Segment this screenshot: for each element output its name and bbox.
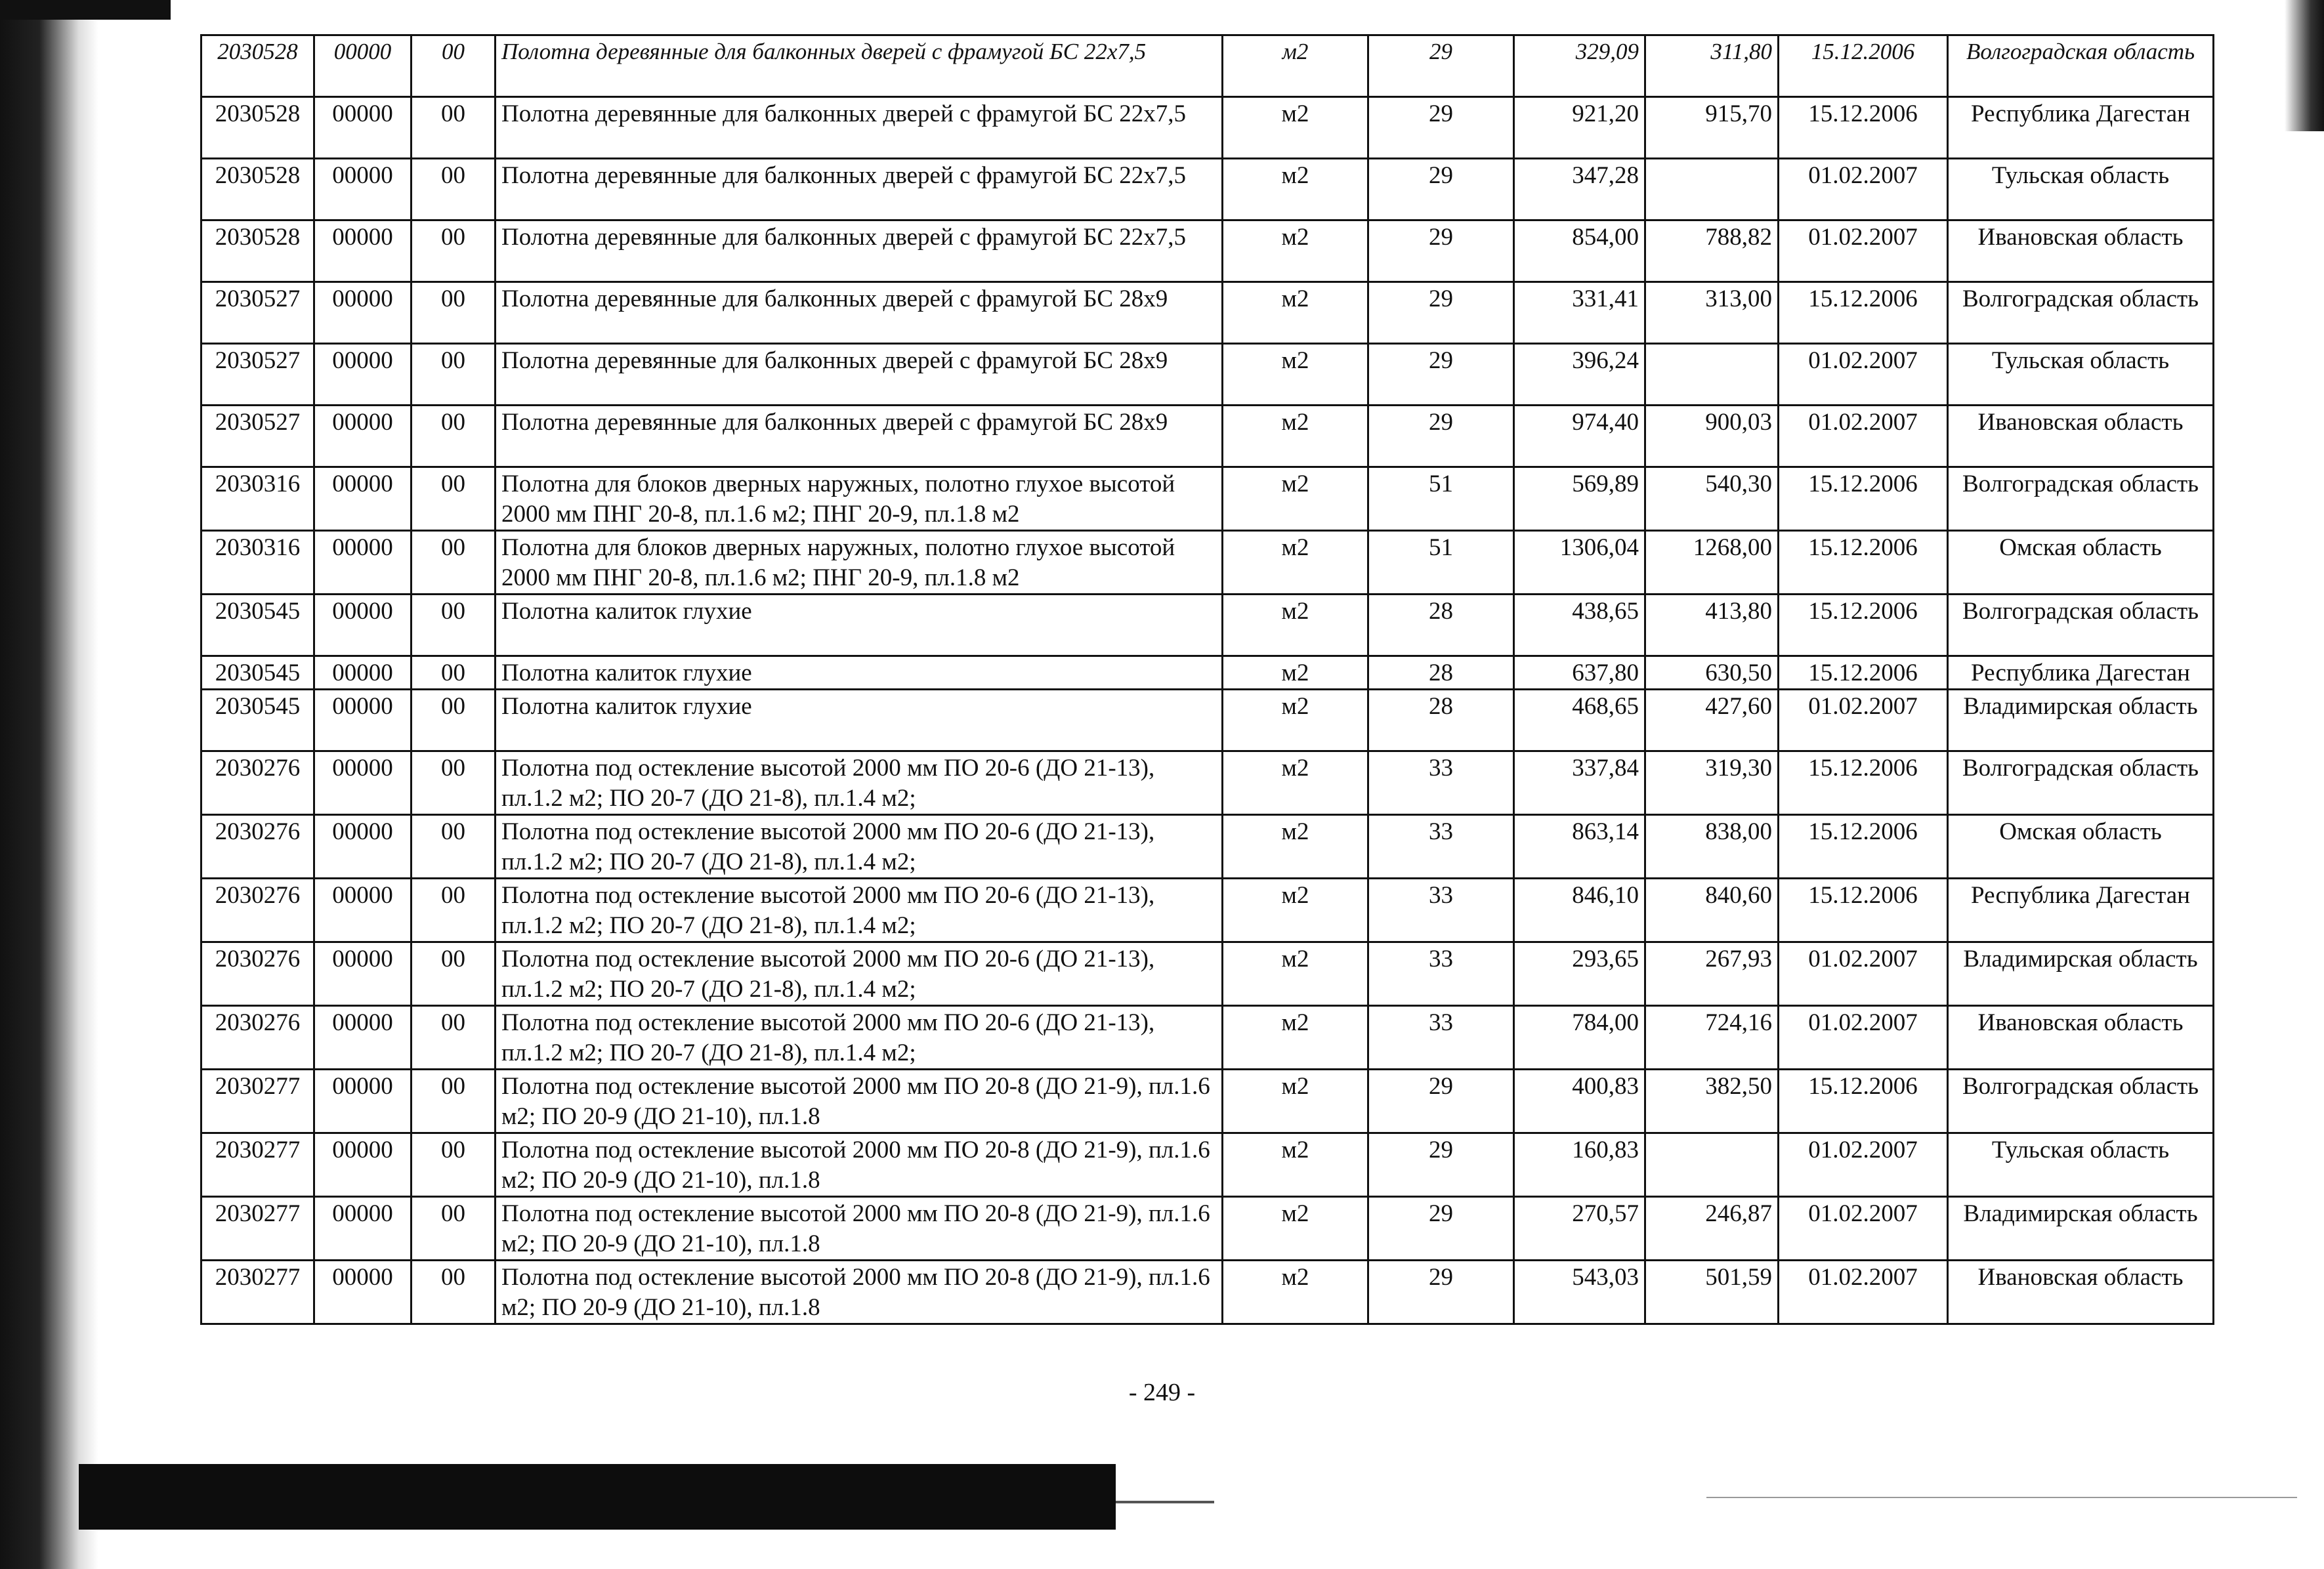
cell-price-1: 293,65 bbox=[1514, 942, 1645, 1006]
cell-code: 2030277 bbox=[201, 1197, 314, 1261]
cell-code: 2030277 bbox=[201, 1133, 314, 1197]
cell-date: 01.02.2007 bbox=[1779, 942, 1948, 1006]
cell-unit: м2 bbox=[1223, 595, 1368, 656]
cell-quantity: 33 bbox=[1368, 1006, 1514, 1070]
cell-date: 01.02.2007 bbox=[1779, 1006, 1948, 1070]
cell-subcode: 00000 bbox=[314, 879, 412, 942]
cell-quantity: 29 bbox=[1368, 1197, 1514, 1261]
cell-quantity: 29 bbox=[1368, 1133, 1514, 1197]
cell-unit: м2 bbox=[1223, 815, 1368, 879]
cell-class: 00 bbox=[412, 282, 496, 344]
cell-price-2 bbox=[1645, 344, 1779, 406]
cell-subcode: 00000 bbox=[314, 690, 412, 751]
cell-date: 01.02.2007 bbox=[1779, 1261, 1948, 1324]
cell-quantity: 33 bbox=[1368, 942, 1514, 1006]
cell-price-2: 501,59 bbox=[1645, 1261, 1779, 1324]
cell-date: 15.12.2006 bbox=[1779, 97, 1948, 159]
cell-subcode: 00000 bbox=[314, 531, 412, 595]
cell-subcode: 00000 bbox=[314, 282, 412, 344]
cell-subcode: 00000 bbox=[314, 1070, 412, 1133]
cell-class: 00 bbox=[412, 942, 496, 1006]
table-row bbox=[201, 942, 2214, 1006]
cell-price-1: 396,24 bbox=[1514, 344, 1645, 406]
cell-unit: м2 bbox=[1223, 97, 1368, 159]
cell-code: 2030545 bbox=[201, 595, 314, 656]
cell-quantity: 29 bbox=[1368, 344, 1514, 406]
cell-name: Полотна для блоков дверных наружных, полотно глухое высотой 2000 мм ПНГ 20-8, пл.1.6 м2; ПНГ 20-9, пл.1.8 м2 bbox=[496, 531, 1223, 595]
cell-region: Ивановская область bbox=[1948, 1261, 2214, 1324]
table-row bbox=[201, 35, 2214, 97]
cell-region: Ивановская область bbox=[1948, 406, 2214, 467]
cell-name: Полотна калиток глухие bbox=[496, 656, 1223, 690]
cell-code: 2030277 bbox=[201, 1070, 314, 1133]
cell-price-1: 160,83 bbox=[1514, 1133, 1645, 1197]
cell-subcode: 00000 bbox=[314, 656, 412, 690]
cell-unit: м2 bbox=[1223, 1261, 1368, 1324]
cell-subcode: 00000 bbox=[314, 751, 412, 815]
cell-date: 01.02.2007 bbox=[1779, 1133, 1948, 1197]
scan-border-top-left bbox=[0, 0, 171, 20]
cell-subcode: 00000 bbox=[314, 942, 412, 1006]
cell-name: Полотна деревянные для балконных дверей с фрамугой БС 22х7,5 bbox=[496, 97, 1223, 159]
cell-unit: м2 bbox=[1223, 879, 1368, 942]
cell-class: 00 bbox=[412, 467, 496, 531]
cell-unit: м2 bbox=[1223, 406, 1368, 467]
cell-quantity: 29 bbox=[1368, 282, 1514, 344]
cell-region: Тульская область bbox=[1948, 344, 2214, 406]
cell-price-1: 854,00 bbox=[1514, 220, 1645, 282]
cell-price-1: 400,83 bbox=[1514, 1070, 1645, 1133]
cell-price-1: 569,89 bbox=[1514, 467, 1645, 531]
cell-date: 15.12.2006 bbox=[1779, 1070, 1948, 1133]
cell-price-1: 863,14 bbox=[1514, 815, 1645, 879]
cell-name: Полотна деревянные для балконных дверей с фрамугой БС 28х9 bbox=[496, 344, 1223, 406]
cell-region: Ивановская область bbox=[1948, 220, 2214, 282]
cell-date: 15.12.2006 bbox=[1779, 467, 1948, 531]
cell-region: Владимирская область bbox=[1948, 690, 2214, 751]
cell-subcode: 00000 bbox=[314, 220, 412, 282]
cell-class: 00 bbox=[412, 751, 496, 815]
cell-unit: м2 bbox=[1223, 159, 1368, 220]
cell-code: 2030527 bbox=[201, 406, 314, 467]
table-row bbox=[201, 595, 2214, 656]
cell-price-2: 915,70 bbox=[1645, 97, 1779, 159]
cell-date: 01.02.2007 bbox=[1779, 344, 1948, 406]
cell-date: 15.12.2006 bbox=[1779, 35, 1948, 97]
table-row bbox=[201, 656, 2214, 690]
cell-price-2: 313,00 bbox=[1645, 282, 1779, 344]
cell-subcode: 00000 bbox=[314, 1006, 412, 1070]
cell-price-2: 900,03 bbox=[1645, 406, 1779, 467]
cell-date: 01.02.2007 bbox=[1779, 220, 1948, 282]
cell-unit: м2 bbox=[1223, 751, 1368, 815]
cell-region: Республика Дагестан bbox=[1948, 656, 2214, 690]
cell-code: 2030545 bbox=[201, 656, 314, 690]
scan-border-left bbox=[0, 0, 98, 1569]
table-row bbox=[201, 531, 2214, 595]
cell-code: 2030277 bbox=[201, 1261, 314, 1324]
cell-price-1: 331,41 bbox=[1514, 282, 1645, 344]
table-row bbox=[201, 1070, 2214, 1133]
cell-price-2: 788,82 bbox=[1645, 220, 1779, 282]
cell-unit: м2 bbox=[1223, 1133, 1368, 1197]
cell-price-2: 246,87 bbox=[1645, 1197, 1779, 1261]
cell-price-2: 319,30 bbox=[1645, 751, 1779, 815]
cell-quantity: 29 bbox=[1368, 1261, 1514, 1324]
cell-class: 00 bbox=[412, 344, 496, 406]
cell-subcode: 00000 bbox=[314, 35, 412, 97]
cell-price-2: 311,80 bbox=[1645, 35, 1779, 97]
cell-price-2: 382,50 bbox=[1645, 1070, 1779, 1133]
cell-region: Республика Дагестан bbox=[1948, 97, 2214, 159]
cell-name: Полотна деревянные для балконных дверей с фрамугой БС 22х7,5 bbox=[496, 220, 1223, 282]
cell-region: Волгоградская область bbox=[1948, 35, 2214, 97]
cell-class: 00 bbox=[412, 531, 496, 595]
cell-name: Полотна под остекление высотой 2000 мм ПО 20-6 (ДО 21-13), пл.1.2 м2; ПО 20-7 (ДО 21-8), пл.1.4 м2; bbox=[496, 751, 1223, 815]
cell-name: Полотна деревянные для балконных дверей с фрамугой БС 28х9 bbox=[496, 406, 1223, 467]
cell-class: 00 bbox=[412, 690, 496, 751]
cell-code: 2030527 bbox=[201, 282, 314, 344]
cell-name: Полотна для блоков дверных наружных, полотно глухое высотой 2000 мм ПНГ 20-8, пл.1.6 м2; ПНГ 20-9, пл.1.8 м2 bbox=[496, 467, 1223, 531]
cell-code: 2030528 bbox=[201, 97, 314, 159]
cell-quantity: 29 bbox=[1368, 159, 1514, 220]
cell-date: 01.02.2007 bbox=[1779, 159, 1948, 220]
cell-subcode: 00000 bbox=[314, 1197, 412, 1261]
price-table-body bbox=[201, 35, 2214, 1324]
cell-code: 2030528 bbox=[201, 220, 314, 282]
cell-price-2: 413,80 bbox=[1645, 595, 1779, 656]
cell-price-2: 1268,00 bbox=[1645, 531, 1779, 595]
table-row bbox=[201, 220, 2214, 282]
cell-date: 15.12.2006 bbox=[1779, 879, 1948, 942]
cell-date: 15.12.2006 bbox=[1779, 595, 1948, 656]
cell-quantity: 28 bbox=[1368, 656, 1514, 690]
cell-unit: м2 bbox=[1223, 344, 1368, 406]
cell-unit: м2 bbox=[1223, 1070, 1368, 1133]
scan-border-bottom-right-line bbox=[1706, 1497, 2297, 1498]
cell-class: 00 bbox=[412, 656, 496, 690]
table-row bbox=[201, 879, 2214, 942]
cell-price-1: 921,20 bbox=[1514, 97, 1645, 159]
cell-price-1: 329,09 bbox=[1514, 35, 1645, 97]
cell-region: Волгоградская область bbox=[1948, 1070, 2214, 1133]
cell-price-1: 1306,04 bbox=[1514, 531, 1645, 595]
cell-subcode: 00000 bbox=[314, 1133, 412, 1197]
cell-quantity: 33 bbox=[1368, 815, 1514, 879]
cell-name: Полотна калиток глухие bbox=[496, 595, 1223, 656]
cell-name: Полотна под остекление высотой 2000 мм ПО 20-6 (ДО 21-13), пл.1.2 м2; ПО 20-7 (ДО 21-8), пл.1.4 м2; bbox=[496, 1006, 1223, 1070]
cell-name: Полотна деревянные для балконных дверей с фрамугой БС 22х7,5 bbox=[496, 35, 1223, 97]
cell-quantity: 29 bbox=[1368, 220, 1514, 282]
cell-price-1: 337,84 bbox=[1514, 751, 1645, 815]
scan-border-right bbox=[2285, 0, 2324, 131]
cell-region: Ивановская область bbox=[1948, 1006, 2214, 1070]
cell-date: 01.02.2007 bbox=[1779, 690, 1948, 751]
cell-unit: м2 bbox=[1223, 467, 1368, 531]
price-table-wrapper bbox=[200, 34, 2212, 1325]
cell-region: Владимирская область bbox=[1948, 942, 2214, 1006]
cell-code: 2030527 bbox=[201, 344, 314, 406]
table-row bbox=[201, 282, 2214, 344]
cell-class: 00 bbox=[412, 35, 496, 97]
cell-unit: м2 bbox=[1223, 35, 1368, 97]
cell-class: 00 bbox=[412, 1006, 496, 1070]
cell-price-1: 543,03 bbox=[1514, 1261, 1645, 1324]
cell-class: 00 bbox=[412, 815, 496, 879]
table-row bbox=[201, 690, 2214, 751]
table-row bbox=[201, 467, 2214, 531]
cell-class: 00 bbox=[412, 595, 496, 656]
cell-quantity: 28 bbox=[1368, 595, 1514, 656]
cell-date: 15.12.2006 bbox=[1779, 531, 1948, 595]
cell-quantity: 29 bbox=[1368, 35, 1514, 97]
cell-date: 15.12.2006 bbox=[1779, 815, 1948, 879]
cell-name: Полотна деревянные для балконных дверей с фрамугой БС 22х7,5 bbox=[496, 159, 1223, 220]
cell-class: 00 bbox=[412, 1070, 496, 1133]
cell-name: Полотна под остекление высотой 2000 мм ПО 20-6 (ДО 21-13), пл.1.2 м2; ПО 20-7 (ДО 21-8), пл.1.4 м2; bbox=[496, 942, 1223, 1006]
cell-region: Омская область bbox=[1948, 531, 2214, 595]
cell-price-1: 637,80 bbox=[1514, 656, 1645, 690]
cell-region: Волгоградская область bbox=[1948, 282, 2214, 344]
table-row bbox=[201, 159, 2214, 220]
price-table bbox=[200, 34, 2214, 1325]
cell-class: 00 bbox=[412, 1133, 496, 1197]
cell-quantity: 51 bbox=[1368, 531, 1514, 595]
cell-price-2: 267,93 bbox=[1645, 942, 1779, 1006]
cell-date: 01.02.2007 bbox=[1779, 1197, 1948, 1261]
table-row bbox=[201, 1006, 2214, 1070]
cell-subcode: 00000 bbox=[314, 1261, 412, 1324]
cell-code: 2030316 bbox=[201, 531, 314, 595]
cell-class: 00 bbox=[412, 1261, 496, 1324]
scan-border-bottom bbox=[79, 1464, 1116, 1530]
cell-subcode: 00000 bbox=[314, 595, 412, 656]
cell-name: Полотна под остекление высотой 2000 мм ПО 20-8 (ДО 21-9), пл.1.6 м2; ПО 20-9 (ДО 21-10), пл.1.8 bbox=[496, 1070, 1223, 1133]
cell-region: Омская область bbox=[1948, 815, 2214, 879]
cell-price-1: 784,00 bbox=[1514, 1006, 1645, 1070]
cell-price-1: 846,10 bbox=[1514, 879, 1645, 942]
cell-price-1: 974,40 bbox=[1514, 406, 1645, 467]
scan-border-bottom-line bbox=[1116, 1501, 1214, 1503]
cell-quantity: 51 bbox=[1368, 467, 1514, 531]
cell-class: 00 bbox=[412, 879, 496, 942]
cell-quantity: 29 bbox=[1368, 97, 1514, 159]
cell-date: 15.12.2006 bbox=[1779, 282, 1948, 344]
cell-unit: м2 bbox=[1223, 1197, 1368, 1261]
cell-region: Тульская область bbox=[1948, 1133, 2214, 1197]
cell-code: 2030276 bbox=[201, 942, 314, 1006]
cell-price-2: 724,16 bbox=[1645, 1006, 1779, 1070]
cell-price-2: 630,50 bbox=[1645, 656, 1779, 690]
table-row bbox=[201, 1261, 2214, 1324]
cell-unit: м2 bbox=[1223, 282, 1368, 344]
cell-unit: м2 bbox=[1223, 690, 1368, 751]
cell-price-2: 540,30 bbox=[1645, 467, 1779, 531]
cell-price-2 bbox=[1645, 159, 1779, 220]
cell-quantity: 29 bbox=[1368, 406, 1514, 467]
cell-region: Волгоградская область bbox=[1948, 467, 2214, 531]
cell-class: 00 bbox=[412, 1197, 496, 1261]
cell-price-1: 270,57 bbox=[1514, 1197, 1645, 1261]
table-row bbox=[201, 1197, 2214, 1261]
cell-price-2: 427,60 bbox=[1645, 690, 1779, 751]
table-row bbox=[201, 97, 2214, 159]
cell-name: Полотна под остекление высотой 2000 мм ПО 20-6 (ДО 21-13), пл.1.2 м2; ПО 20-7 (ДО 21-8), пл.1.4 м2; bbox=[496, 815, 1223, 879]
cell-region: Волгоградская область bbox=[1948, 751, 2214, 815]
table-row bbox=[201, 344, 2214, 406]
cell-class: 00 bbox=[412, 159, 496, 220]
cell-price-2 bbox=[1645, 1133, 1779, 1197]
cell-code: 2030545 bbox=[201, 690, 314, 751]
cell-code: 2030528 bbox=[201, 35, 314, 97]
cell-price-2: 838,00 bbox=[1645, 815, 1779, 879]
cell-subcode: 00000 bbox=[314, 406, 412, 467]
cell-price-1: 438,65 bbox=[1514, 595, 1645, 656]
cell-quantity: 28 bbox=[1368, 690, 1514, 751]
cell-date: 15.12.2006 bbox=[1779, 656, 1948, 690]
cell-region: Волгоградская область bbox=[1948, 595, 2214, 656]
cell-code: 2030528 bbox=[201, 159, 314, 220]
cell-unit: м2 bbox=[1223, 220, 1368, 282]
table-row bbox=[201, 751, 2214, 815]
cell-code: 2030276 bbox=[201, 879, 314, 942]
cell-quantity: 33 bbox=[1368, 879, 1514, 942]
cell-name: Полотна под остекление высотой 2000 мм ПО 20-8 (ДО 21-9), пл.1.6 м2; ПО 20-9 (ДО 21-10), пл.1.8 bbox=[496, 1197, 1223, 1261]
cell-date: 01.02.2007 bbox=[1779, 406, 1948, 467]
cell-price-2: 840,60 bbox=[1645, 879, 1779, 942]
cell-subcode: 00000 bbox=[314, 344, 412, 406]
cell-subcode: 00000 bbox=[314, 97, 412, 159]
table-row bbox=[201, 406, 2214, 467]
cell-name: Полотна деревянные для балконных дверей с фрамугой БС 28х9 bbox=[496, 282, 1223, 344]
cell-quantity: 29 bbox=[1368, 1070, 1514, 1133]
cell-quantity: 33 bbox=[1368, 751, 1514, 815]
cell-class: 00 bbox=[412, 220, 496, 282]
cell-name: Полотна калиток глухие bbox=[496, 690, 1223, 751]
cell-class: 00 bbox=[412, 406, 496, 467]
cell-date: 15.12.2006 bbox=[1779, 751, 1948, 815]
cell-name: Полотна под остекление высотой 2000 мм ПО 20-6 (ДО 21-13), пл.1.2 м2; ПО 20-7 (ДО 21-8), пл.1.4 м2; bbox=[496, 879, 1223, 942]
cell-subcode: 00000 bbox=[314, 159, 412, 220]
cell-code: 2030276 bbox=[201, 815, 314, 879]
cell-code: 2030316 bbox=[201, 467, 314, 531]
cell-subcode: 00000 bbox=[314, 815, 412, 879]
cell-name: Полотна под остекление высотой 2000 мм ПО 20-8 (ДО 21-9), пл.1.6 м2; ПО 20-9 (ДО 21-10), пл.1.8 bbox=[496, 1261, 1223, 1324]
table-row bbox=[201, 815, 2214, 879]
cell-price-1: 347,28 bbox=[1514, 159, 1645, 220]
cell-class: 00 bbox=[412, 97, 496, 159]
cell-region: Тульская область bbox=[1948, 159, 2214, 220]
cell-unit: м2 bbox=[1223, 942, 1368, 1006]
cell-region: Республика Дагестан bbox=[1948, 879, 2214, 942]
cell-subcode: 00000 bbox=[314, 467, 412, 531]
cell-unit: м2 bbox=[1223, 656, 1368, 690]
page-number: - 249 - bbox=[1128, 1379, 1196, 1406]
cell-unit: м2 bbox=[1223, 1006, 1368, 1070]
cell-code: 2030276 bbox=[201, 751, 314, 815]
cell-price-1: 468,65 bbox=[1514, 690, 1645, 751]
cell-code: 2030276 bbox=[201, 1006, 314, 1070]
cell-region: Владимирская область bbox=[1948, 1197, 2214, 1261]
cell-name: Полотна под остекление высотой 2000 мм ПО 20-8 (ДО 21-9), пл.1.6 м2; ПО 20-9 (ДО 21-10), пл.1.8 bbox=[496, 1133, 1223, 1197]
cell-unit: м2 bbox=[1223, 531, 1368, 595]
table-row bbox=[201, 1133, 2214, 1197]
